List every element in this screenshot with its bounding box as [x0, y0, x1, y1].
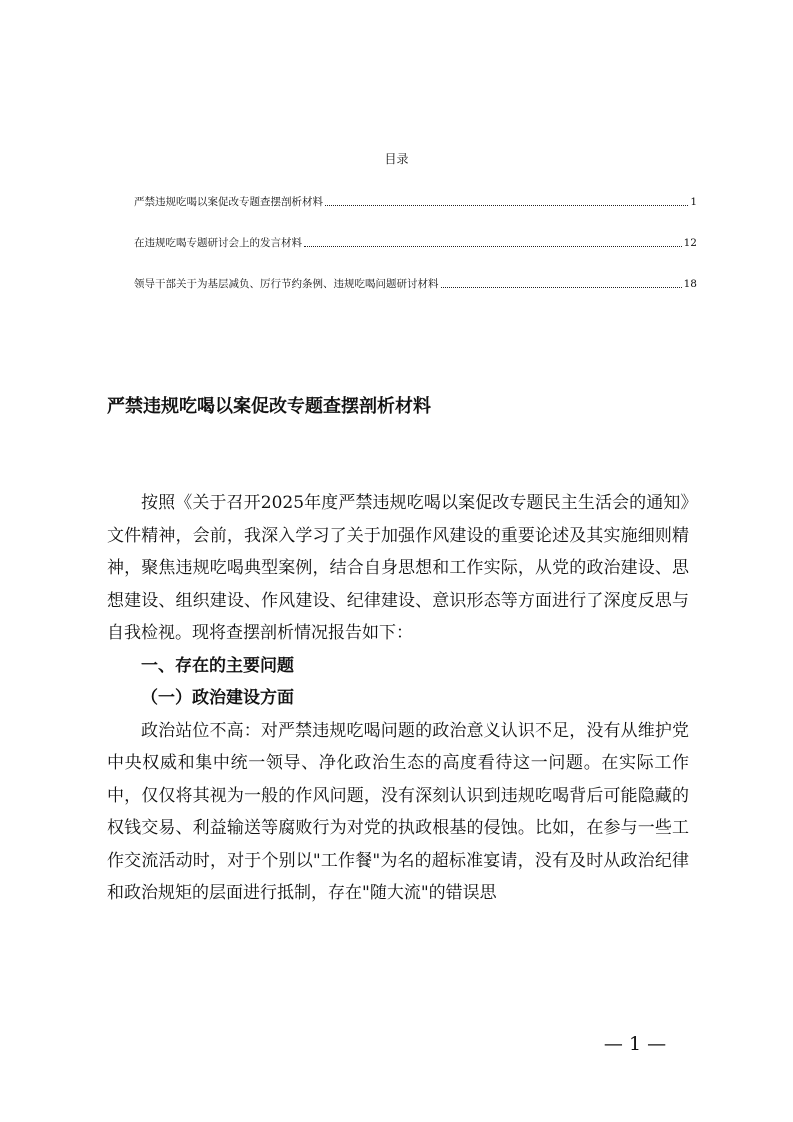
toc-entry-page: 1	[690, 196, 697, 208]
toc-entry-title: 领导干部关于为基层减负、厉行节约条例、违规吃喝问题研讨材料	[134, 278, 439, 290]
toc-entry[interactable]	[134, 234, 697, 252]
toc-entry[interactable]	[134, 193, 697, 211]
toc-title: 目录	[384, 152, 409, 166]
section-heading: 一、存在的主要问题	[141, 655, 294, 676]
toc-entry-title: 在违规吃喝专题研讨会上的发言材料	[134, 237, 302, 249]
page-number: — 1 —	[603, 1033, 667, 1055]
intro-paragraph: 按照《关于召开2025年度严禁违规吃喝以案促改专题民主生活会的通知》文件精神，会前，我深入学习了关于加强作风建设的重要论述及其实施细则精神，聚焦违规吃喝典型案例，结合自身思想和工作实际，从党的政治建设、思想建设、组织建设、作风建设、纪律建设、意识形态等方面进行了深度反思与自我检视。现将查摆剖析情况报告如下：	[107, 493, 689, 643]
toc-leader-dots	[441, 286, 682, 288]
toc-leader-dots	[304, 245, 682, 247]
subsection-heading: （一）政治建设方面	[141, 688, 294, 708]
body-paragraph: 政治站位不高：对严禁违规吃喝问题的政治意义认识不足，没有从维护党中央权威和集中统一领导、净化政治生态的高度看待这一问题。在实际工作中，仅仅将其视为一般的作风问题，没有深刻认识到违规吃喝背后可能隐藏的权钱交易、利益输送等腐败行为对党的执政根基的侵蚀。比如，在参与一些工作交流活动时，对于个别以"工作餐"为名的超标准宴请，没有及时从政治纪律和政治规矩的层面进行抵制，存在"随大流"的错误思	[107, 720, 689, 903]
toc-entry-page: 12	[683, 237, 697, 249]
toc-entry-title: 严禁违规吃喝以案促改专题查摆剖析材料	[134, 196, 323, 208]
document-body	[107, 487, 689, 910]
document-heading: 严禁违规吃喝以案促改专题查摆剖析材料	[107, 396, 431, 417]
toc-entry[interactable]	[134, 275, 697, 293]
toc-entry-page: 18	[683, 278, 697, 290]
toc-leader-dots	[325, 204, 688, 206]
